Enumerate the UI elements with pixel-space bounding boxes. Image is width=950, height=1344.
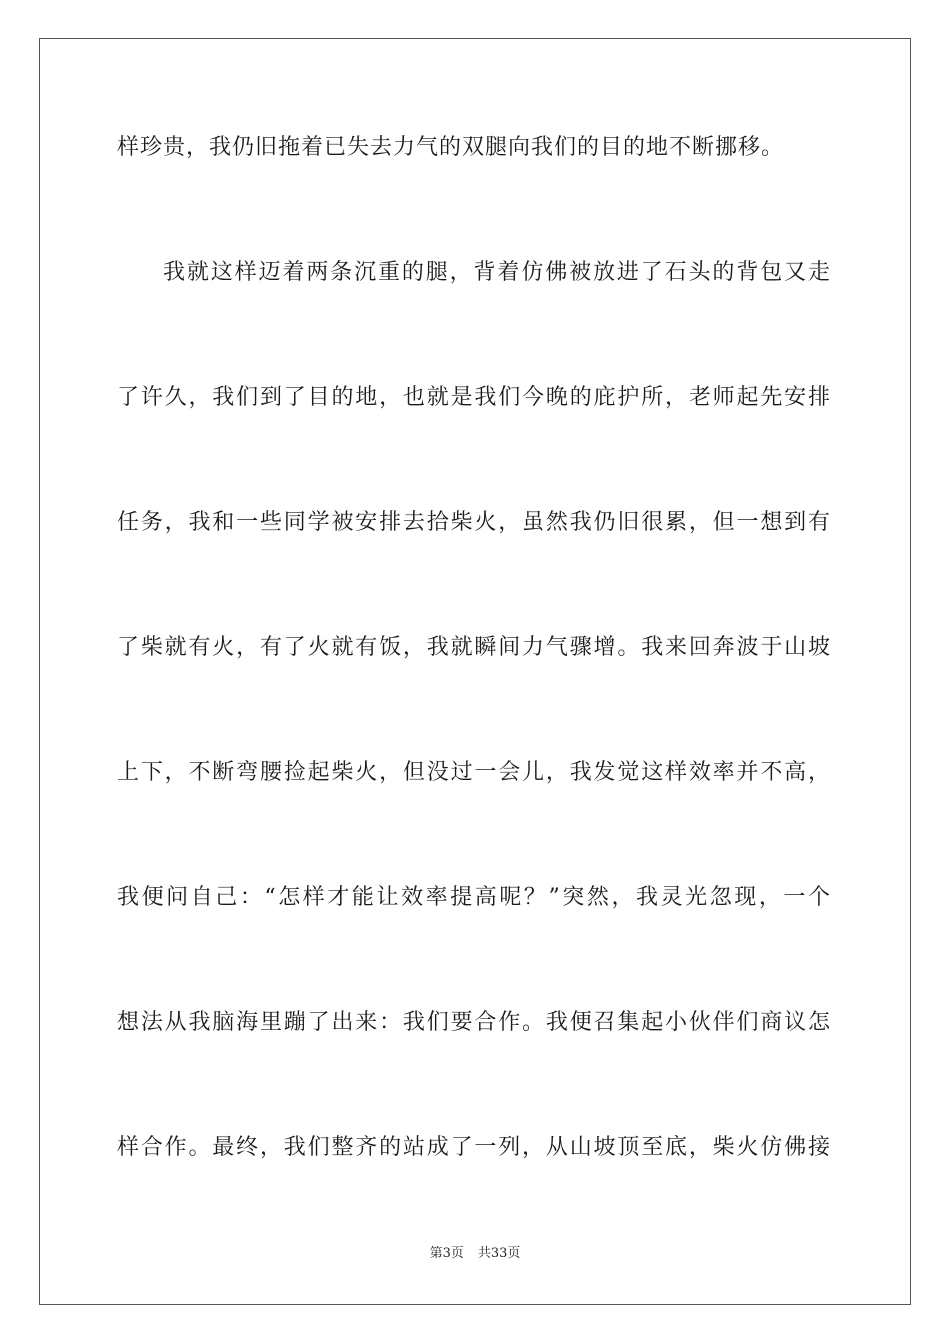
- body-text-line: 样合作。最终，我们整齐的站成了一列，从山坡顶至底，柴火仿佛接: [117, 1135, 831, 1160]
- body-text-line: 了柴就有火，有了火就有饭，我就瞬间力气骤增。我来回奔波于山坡: [117, 635, 831, 660]
- page-footer: [0, 1245, 950, 1263]
- body-text-line: 样珍贵，我仍旧拖着已失去力气的双腿向我们的目的地不断挪移。: [117, 135, 785, 160]
- body-text-line: 想法从我脑海里蹦了出来：我们要合作。我便召集起小伙伴们商议怎: [117, 1010, 831, 1035]
- body-text-line: 了许久，我们到了目的地，也就是我们今晚的庇护所，老师起先安排: [117, 385, 831, 410]
- page-number: 第3页: [429, 1246, 464, 1261]
- body-text-line: 我便问自己：“怎样才能让效率提高呢？”突然，我灵光忽现，一个: [117, 885, 831, 910]
- body-text-line: 我就这样迈着两条沉重的腿，背着仿佛被放进了石头的背包又走: [163, 260, 831, 285]
- page-border: [39, 38, 911, 1305]
- body-text-line: 上下，不断弯腰捡起柴火，但没过一会儿，我发觉这样效率并不高，: [117, 760, 831, 785]
- page-total: 共33页: [477, 1246, 521, 1261]
- body-text-line: 任务，我和一些同学被安排去拾柴火，虽然我仍旧很累，但一想到有: [117, 510, 831, 535]
